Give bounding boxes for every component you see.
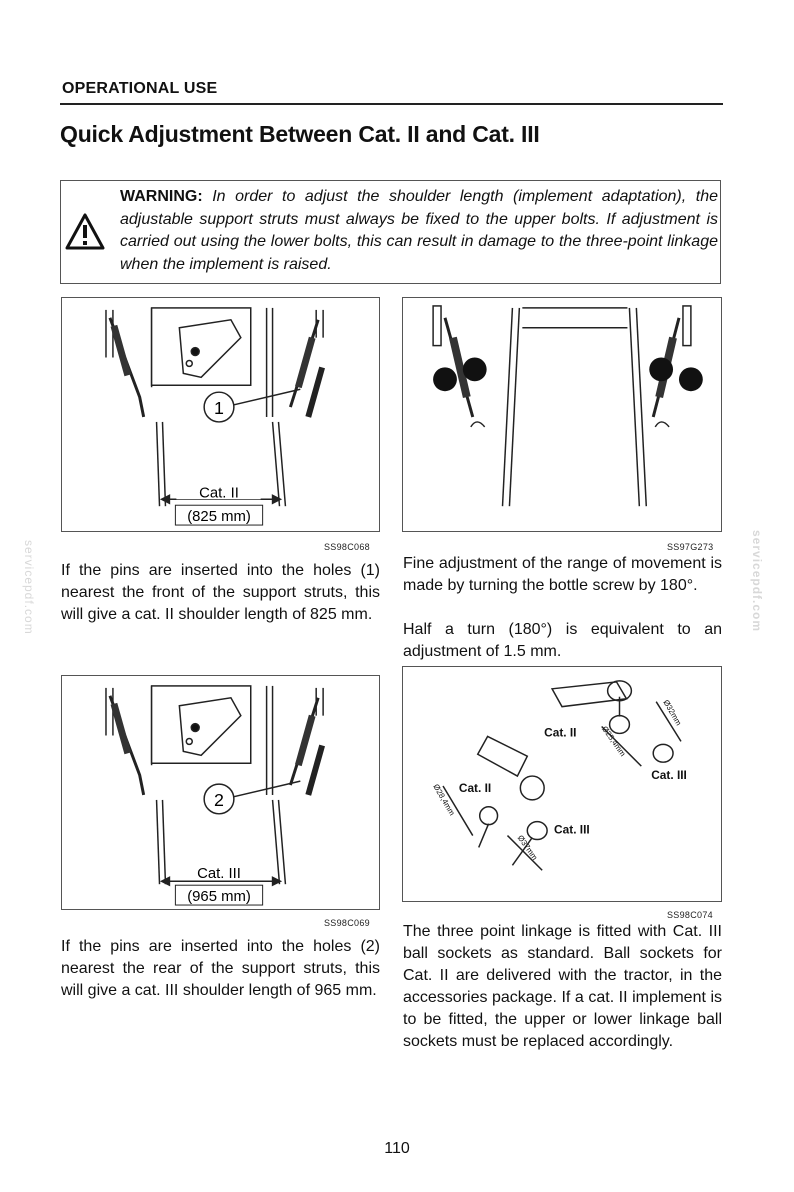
fig3-callout: 2 — [214, 789, 224, 810]
page-title: Quick Adjustment Between Cat. II and Cat. III — [60, 121, 540, 147]
fig2-code: SS97G273 — [667, 542, 714, 552]
fig4-d254: Ø25,4mm — [600, 724, 628, 759]
warning-body: In order to adjust the shoulder length (implement adaptation), the adjustable support struts must always be fixed to the upper bolts. If adjustment is carried out using the lower bolts, this can result in damage to the three-point linkage when the implement is raised. — [120, 188, 718, 273]
watermark-left: servicepdf.com — [22, 540, 36, 635]
section-label: OPERATIONAL USE — [62, 80, 218, 97]
paragraph-cat2: If the pins are inserted into the holes (1) nearest the front of the support struts, this will give a cat. II shoulder length of 825 mm. — [61, 562, 380, 623]
figure-cat2-holes — [61, 297, 380, 532]
fig4-d37: Ø37mm — [515, 833, 540, 862]
watermark-right: servicepdf.com — [750, 530, 764, 633]
figure-cat3-holes — [61, 675, 380, 910]
figure-ball-sockets — [402, 666, 722, 902]
fig4-cat2-bottom: Cat. II — [458, 780, 492, 795]
paragraph-cat3: If the pins are inserted into the holes (2) nearest the rear of the support struts, this will give a cat. III shoulder length of 965 mm. — [61, 938, 380, 999]
fig4-cat3-top: Cat. III — [651, 768, 687, 783]
fig3-dim-label: Cat. III — [197, 866, 241, 883]
page-number: 110 — [384, 1140, 410, 1157]
fig1-callout: 1 — [214, 398, 224, 419]
fig3-code: SS98C069 — [324, 918, 370, 928]
paragraph-fine-adjustment: Fine adjustment of the range of movement is made by turning the bottle screw by 180°. — [403, 555, 722, 594]
warning-label: WARNING: — [120, 188, 203, 205]
fig4-code: SS98C074 — [667, 910, 713, 920]
fig1-code: SS98C068 — [324, 542, 370, 552]
fig4-d32: Ø32mm — [661, 698, 684, 728]
header-rule — [60, 103, 723, 105]
fig3-dim-value: (965 mm) — [187, 889, 251, 906]
figure-bottle-screw — [402, 297, 722, 532]
paragraph-half-turn: Half a turn (180°) is equivalent to an adjustment of 1.5 mm. — [403, 621, 722, 660]
fig4-d284: Ø28,4mm — [431, 782, 457, 818]
fig1-dim-label: Cat. II — [199, 485, 239, 502]
paragraph-ball-sockets: The three point linkage is fitted with Cat. III ball sockets as standard. Ball sockets for Cat. II are delivered with the tractor, in the accessories package. If a cat. II implement is to be fitted, the upper or lower linkage ball sockets must be replaced accordingly. — [403, 923, 722, 1050]
warning-triangle-icon — [64, 212, 106, 252]
warning-text — [120, 186, 718, 276]
fig4-cat2-top: Cat. II — [544, 725, 577, 740]
fig4-cat3-bottom: Cat. III — [554, 822, 590, 837]
fig1-dim-value: (825 mm) — [187, 509, 251, 526]
